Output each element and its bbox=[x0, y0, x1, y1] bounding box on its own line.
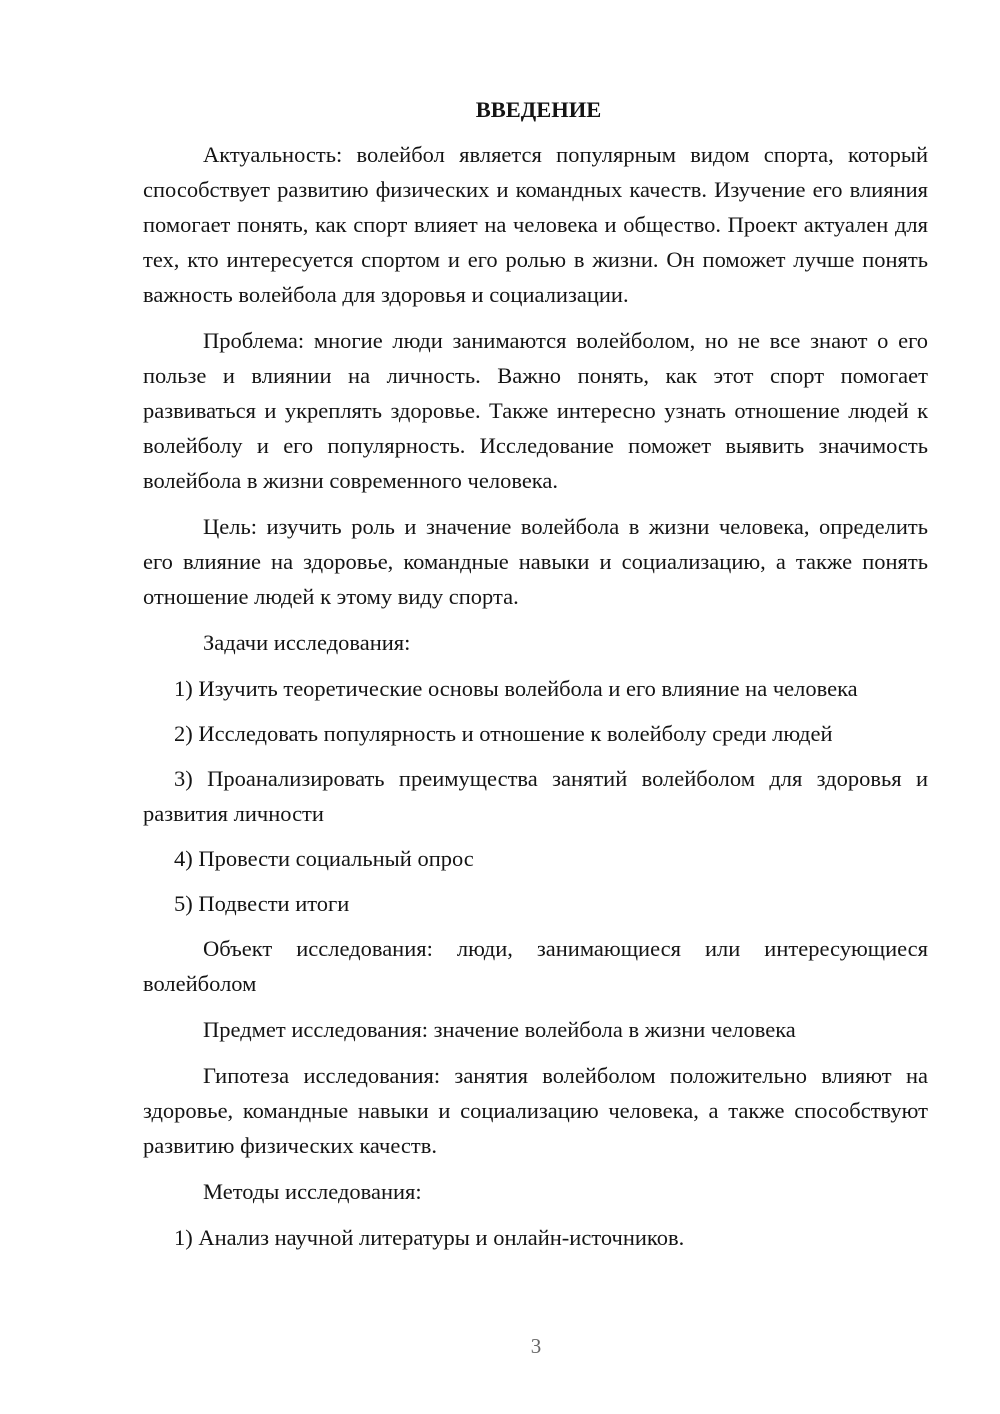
section-title: ВВЕДЕНИЕ bbox=[475, 97, 602, 122]
hypothesis-paragraph: Гипотеза исследования: занятия волейболом положительно влияют на здоровье, командные навыки и социализацию человека, а также способствуют развитию физических качеств. bbox=[143, 1063, 928, 1158]
relevance-paragraph: Актуальность: волейбол является популярным видом спорта, который способствует развитию физических и командных качеств. Изучение его влияния помогает понять, как спорт влияет на человека и общество. Проект актуален для тех, кто интересуется спортом и его ролью в жизни. Он поможет лучше понять важность волейбола для здоровья и социализации. bbox=[143, 142, 928, 307]
task-item: 2) Исследовать популярность и отношение к волейболу среди людей bbox=[174, 721, 833, 746]
goal-paragraph: Цель: изучить роль и значение волейбола в жизни человека, определить его влияние на здоровье, командные навыки и социализацию, а также понять отношение людей к этому виду спорта. bbox=[143, 514, 928, 609]
page-number: 3 bbox=[530, 1334, 542, 1358]
task-item: 5) Подвести итоги bbox=[174, 891, 350, 916]
method-item: 1) Анализ научной литературы и онлайн-источников. bbox=[174, 1225, 685, 1250]
task-item: 4) Провести социальный опрос bbox=[174, 846, 474, 871]
methods-heading: Методы исследования: bbox=[203, 1179, 422, 1204]
subject-paragraph: Предмет исследования: значение волейбола в жизни человека bbox=[203, 1017, 796, 1042]
task-item: 3) Проанализировать преимущества занятий волейболом для здоровья и развития личности bbox=[143, 766, 928, 826]
task-item: 1) Изучить теоретические основы волейбола и его влияние на человека bbox=[174, 676, 858, 701]
tasks-heading: Задачи исследования: bbox=[203, 630, 411, 655]
object-paragraph: Объект исследования: люди, занимающиеся или интересующиеся волейболом bbox=[143, 936, 928, 996]
problem-paragraph: Проблема: многие люди занимаются волейболом, но не все знают о его пользе и влиянии на личность. Важно понять, как этот спорт помогает развиваться и укреплять здоровье. Также интересно узнать отношение людей к волейболу и его популярность. Исследование поможет выявить значимость волейбола в жизни современного человека. bbox=[143, 328, 928, 493]
document-page bbox=[143, 92, 928, 1265]
